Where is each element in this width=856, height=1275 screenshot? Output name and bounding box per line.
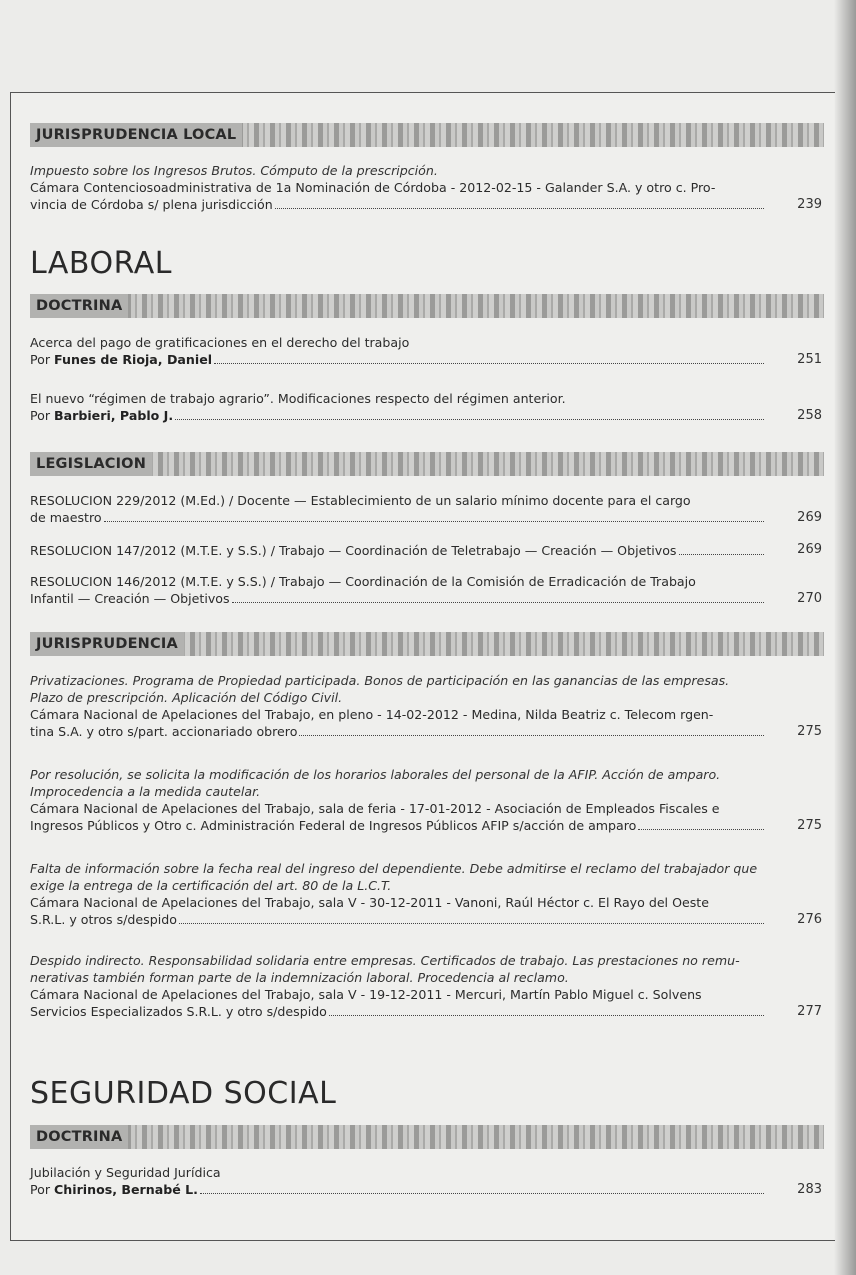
band-label: LEGISLACION	[30, 452, 152, 476]
entry-line: Cámara Nacional de Apelaciones del Trabajo, sala V - 30-12-2011 - Vanoni, Raúl Héctor c. El Rayo del Oeste	[30, 895, 709, 910]
section-title-seguridad-social: SEGURIDAD SOCIAL	[30, 1076, 337, 1111]
page-edge-shadow	[834, 0, 856, 1275]
entry-legislacion-1[interactable]	[30, 492, 766, 526]
dot-leader	[179, 923, 764, 924]
band-label: DOCTRINA	[30, 294, 128, 318]
entry-legislacion-2[interactable]	[30, 542, 766, 559]
dot-leader	[275, 208, 764, 209]
dot-leader	[232, 602, 764, 603]
entry-subject: Impuesto sobre los Ingresos Brutos. Cómputo de la prescripción.	[30, 163, 438, 178]
entry-line: Cámara Nacional de Apelaciones del Trabajo, sala de feria - 17-01-2012 - Asociación de Empleados Fiscales e	[30, 801, 720, 816]
author-name: Funes de Rioja, Daniel	[54, 352, 213, 367]
entry-last-line	[30, 1003, 766, 1020]
entry-line: Servicios Especializados S.R.L. y otro s/despido	[30, 1004, 327, 1019]
entry-line: RESOLUCION 147/2012 (M.T.E. y S.S.) / Trabajo — Coordinación de Teletrabajo — Creación — Objetivos	[30, 543, 677, 558]
section-band-legislacion	[30, 452, 824, 476]
entry-last-line	[30, 1181, 766, 1198]
page-number: 251	[797, 352, 822, 367]
entry-line: RESOLUCION 146/2012 (M.T.E. y S.S.) / Trabajo — Coordinación de la Comisión de Erradicación de Trabajo	[30, 574, 696, 589]
entry-line: tina S.A. y otro s/part. accionariado obrero	[30, 724, 298, 739]
dot-leader	[200, 1193, 764, 1194]
entry-line: Acerca del pago de gratificaciones en el derecho del trabajo	[30, 335, 410, 350]
dot-leader	[679, 554, 765, 555]
page-number: 275	[797, 724, 822, 739]
entry-subject: nerativas también forman parte de la indemnización laboral. Procedencia al reclamo.	[30, 970, 569, 985]
entry-jurisprudencia-2[interactable]	[30, 766, 766, 834]
entry-jurisprudencia-1[interactable]	[30, 672, 766, 740]
entry-jurisprudencia-3[interactable]	[30, 860, 766, 928]
dot-leader	[638, 829, 764, 830]
entry-line: Cámara Contenciosoadministrativa de 1a Nominación de Córdoba - 2012-02-15 - Galander S.A. y otro c. Pro-	[30, 180, 716, 195]
entry-line: Jubilación y Seguridad Jurídica	[30, 1165, 221, 1180]
page-number: 277	[797, 1004, 822, 1019]
entry-line: Ingresos Públicos y Otro c. Administración Federal de Ingresos Públicos AFIP s/acción de amparo	[30, 818, 637, 833]
author-line	[30, 351, 212, 368]
entry-last-line	[30, 542, 766, 559]
entry-line: de maestro	[30, 510, 102, 525]
band-label: JURISPRUDENCIA LOCAL	[30, 123, 242, 147]
entry-line: Infantil — Creación — Objetivos	[30, 591, 230, 606]
entry-last-line	[30, 407, 766, 424]
entry-jurisprudencia-local-1[interactable]	[30, 162, 766, 213]
section-band-doctrina	[30, 1125, 824, 1149]
page-number: 269	[797, 510, 822, 525]
page-number: 239	[797, 197, 822, 212]
entry-last-line	[30, 723, 766, 740]
author-name: Chirinos, Bernabé L.	[54, 1182, 198, 1197]
entry-subject: Privatizaciones. Programa de Propiedad participada. Bonos de participación en las ganancias de las empresas.	[30, 673, 730, 688]
entry-last-line	[30, 590, 766, 607]
entry-last-line	[30, 817, 766, 834]
entry-last-line	[30, 509, 766, 526]
entry-doctrina-1[interactable]	[30, 334, 766, 368]
entry-subject: exige la entrega de la certificación del art. 80 de la L.C.T.	[30, 878, 392, 893]
entry-line: Cámara Nacional de Apelaciones del Trabajo, sala V - 19-12-2011 - Mercuri, Martín Pablo Miguel c. Solvens	[30, 987, 702, 1002]
dot-leader	[214, 363, 764, 364]
entry-subject: Improcedencia a la medida cautelar.	[30, 784, 261, 799]
section-title-laboral: LABORAL	[30, 246, 172, 281]
page-number: 276	[797, 912, 822, 927]
dot-leader	[299, 735, 764, 736]
entry-line: El nuevo “régimen de trabajo agrario”. Modificaciones respecto del régimen anterior.	[30, 391, 566, 406]
author-line	[30, 1181, 198, 1198]
entry-subject: Por resolución, se solicita la modificación de los horarios laborales del personal de la AFIP. Acción de amparo.	[30, 767, 721, 782]
entry-last-line	[30, 351, 766, 368]
por-label: Por	[30, 352, 51, 367]
author-line	[30, 407, 173, 424]
author-name: Barbieri, Pablo J.	[54, 408, 174, 423]
entry-subject: Despido indirecto. Responsabilidad solidaria entre empresas. Certificados de trabajo. Las prestaciones no remu-	[30, 953, 740, 968]
entry-line: vincia de Córdoba s/ plena jurisdicción	[30, 197, 273, 212]
page-number: 270	[797, 591, 822, 606]
section-band-doctrina	[30, 294, 824, 318]
band-label: JURISPRUDENCIA	[30, 632, 184, 656]
entry-line: RESOLUCION 229/2012 (M.Ed.) / Docente — Establecimiento de un salario mínimo docente para el cargo	[30, 493, 691, 508]
entry-last-line	[30, 911, 766, 928]
entry-line: Cámara Nacional de Apelaciones del Trabajo, en pleno - 14-02-2012 - Medina, Nilda Beatriz c. Telecom rgen-	[30, 707, 714, 722]
dot-leader	[175, 419, 764, 420]
section-band-jurisprudencia	[30, 632, 824, 656]
section-band-jurisprudencia-local	[30, 123, 824, 147]
page-number: 275	[797, 818, 822, 833]
band-label: DOCTRINA	[30, 1125, 128, 1149]
entry-doctrina-2[interactable]	[30, 390, 766, 424]
entry-legislacion-3[interactable]	[30, 573, 766, 607]
entry-line: S.R.L. y otros s/despido	[30, 912, 177, 927]
por-label: Por	[30, 408, 51, 423]
page-number: 283	[797, 1182, 822, 1197]
por-label: Por	[30, 1182, 51, 1197]
entry-seguridad-social-doctrina-1[interactable]	[30, 1164, 766, 1198]
entry-subject: Falta de información sobre la fecha real del ingreso del dependiente. Debe admitirse el reclamo del trabajador que	[30, 861, 758, 876]
entry-last-line	[30, 196, 766, 213]
dot-leader	[104, 521, 764, 522]
page-number: 269	[797, 542, 822, 557]
entry-subject: Plazo de prescripción. Aplicación del Código Civil.	[30, 690, 343, 705]
entry-jurisprudencia-4[interactable]	[30, 952, 766, 1020]
dot-leader	[329, 1015, 764, 1016]
page-number: 258	[797, 408, 822, 423]
